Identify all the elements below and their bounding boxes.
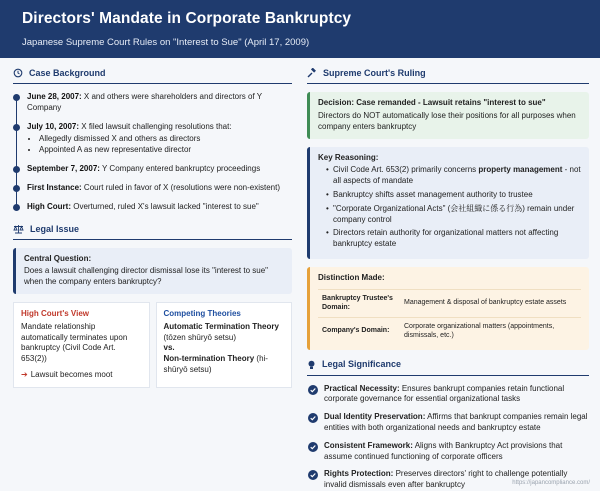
reasoning-item [326, 165, 581, 187]
check-circle-icon [307, 442, 319, 452]
reasoning-item [326, 190, 581, 201]
reasoning-text: Directors retain authority for organizational matters not affecting bankruptcy estate [333, 228, 559, 249]
gavel-icon [307, 68, 317, 78]
timeline-text: Y Company entered bankruptcy proceedings [99, 164, 261, 174]
significance-text: Aligns with Bankruptcy Act provisions that assume continued functioning of corporate officers [324, 440, 563, 461]
central-question-text: Does a lawsuit challenging director dismissal lose its "interest to sue" when the company enters bankruptcy? [24, 266, 269, 287]
table-cell: Corporate organizational matters (appointments, dismissals, etc.) [400, 317, 581, 344]
significance-label: Practical Necessity: [324, 383, 400, 393]
significance-item [307, 384, 589, 406]
timeline-item [27, 202, 292, 213]
significance-label: Rights Protection: [324, 469, 394, 479]
footer-url[interactable]: https://japancompliance.com/ [512, 479, 590, 486]
high-court-view-text: Mandate relationship automatically terminates upon bankruptcy (Civil Code Art. 653(2)) [21, 321, 128, 364]
reasoning-text: "Corporate Organizational Acts" (会社組織に係る行為) remain under company control [333, 203, 575, 224]
check-circle-icon [307, 385, 319, 395]
decision-label: Decision: Case remanded - Lawsuit retains "interest to sue" [318, 98, 546, 108]
high-court-view-heading: High Court's View [21, 309, 89, 319]
table-cell: Management & disposal of bankruptcy estate assets [400, 289, 581, 317]
versus-label: vs. [163, 343, 175, 353]
timeline-item [27, 183, 292, 194]
timeline-text: Court ruled in favor of X (resolutions were non-existent) [81, 182, 280, 192]
table-row [318, 317, 581, 344]
check-circle-icon [307, 470, 319, 480]
significance-item [307, 441, 589, 463]
competing-theories-card [156, 302, 293, 388]
reasoning-text: Bankruptcy shifts asset management authority to trustee [333, 189, 533, 199]
legal-issue-heading [13, 223, 292, 240]
timeline-date: First Instance: [27, 182, 82, 192]
legal-issue-title: Legal Issue [30, 223, 80, 234]
case-background-heading [13, 67, 292, 84]
ruling-title: Supreme Court's Ruling [323, 68, 426, 78]
timeline-text: Overturned, ruled X's lawsuit lacked "interest to sue" [71, 201, 259, 211]
timeline-bullet: • Allegedly dismissed X and others as directors [39, 134, 292, 145]
central-question-label: Central Question: [24, 253, 92, 263]
timeline-item [27, 92, 292, 114]
page-title: Directors' Mandate in Corporate Bankruptcy [22, 10, 352, 27]
case-background-title: Case Background [29, 68, 106, 78]
timeline [13, 92, 292, 212]
table-row [318, 289, 581, 317]
reasoning-item [326, 228, 581, 250]
decision-box [307, 92, 589, 138]
significance-label: Consistent Framework: [324, 440, 413, 450]
lightbulb-icon [307, 360, 316, 370]
timeline-bullet: • Appointed A as new representative director [39, 145, 292, 156]
significance-text: Affirms that bankrupt companies remain legal entities with both organizational needs and bankruptcy estate [324, 412, 588, 432]
moot-note [21, 370, 142, 381]
significance-heading [307, 358, 589, 375]
distinction-box [307, 267, 589, 351]
scales-icon [13, 224, 24, 234]
arrow-right-icon: ➔ [21, 370, 28, 380]
non-termination-jp: (hi-shūryō setsu) [163, 354, 268, 375]
high-court-view-card [13, 302, 150, 388]
significance-label: Dual Identity Preservation: [324, 412, 426, 422]
ruling-heading [307, 67, 589, 84]
page-header [0, 0, 600, 58]
timeline-date: High Court: [27, 201, 71, 211]
reasoning-bold: property management [478, 165, 563, 175]
reasoning-text: Civil Code Art. 653(2) primarily concerns [333, 165, 479, 175]
central-question-box [13, 248, 292, 294]
check-circle-icon [307, 413, 319, 423]
distinction-label: Distinction Made: [318, 272, 385, 282]
moot-text: Lawsuit becomes moot [30, 370, 113, 380]
non-termination-theory: Non-termination Theory [163, 354, 255, 364]
history-icon [13, 68, 23, 78]
table-cell: Company's Domain: [318, 317, 400, 344]
table-cell: Bankruptcy Trustee's Domain: [318, 289, 400, 317]
reasoning-text: - not all aspects of mandate [333, 165, 581, 186]
key-reasoning-label: Key Reasoning: [318, 152, 379, 162]
timeline-date: June 28, 2007: [27, 92, 82, 102]
timeline-date: July 10, 2007: [27, 121, 80, 131]
reasoning-item [326, 204, 581, 226]
timeline-text: X filed lawsuit challenging resolutions that: [79, 121, 232, 131]
significance-item [307, 412, 589, 434]
automatic-termination-jp: (tōzen shūryō setsu) [163, 332, 236, 342]
significance-text: Preserves directors' right to challenge potentially invalid dismissals even after bankruptcy [324, 469, 568, 490]
decision-text: Directors do NOT automatically lose their positions for all purposes when company enters bankruptcy [318, 110, 576, 131]
key-reasoning-box [307, 147, 589, 259]
timeline-item [27, 122, 292, 156]
significance-text: Ensures bankrupt companies retain functional corporate governance for essential organizational tasks [324, 383, 565, 404]
timeline-text: X and others were shareholders and directors of Y Company [27, 92, 262, 112]
significance-title: Legal Significance [322, 359, 402, 370]
timeline-date: September 7, 2007: [27, 164, 100, 174]
timeline-item [27, 164, 292, 175]
distinction-table [318, 289, 581, 345]
page-subtitle: Japanese Supreme Court Rules on "Interest to Sue" (April 17, 2009) [22, 36, 310, 48]
automatic-termination-theory: Automatic Termination Theory [163, 321, 279, 331]
competing-theories-heading: Competing Theories [163, 309, 241, 319]
